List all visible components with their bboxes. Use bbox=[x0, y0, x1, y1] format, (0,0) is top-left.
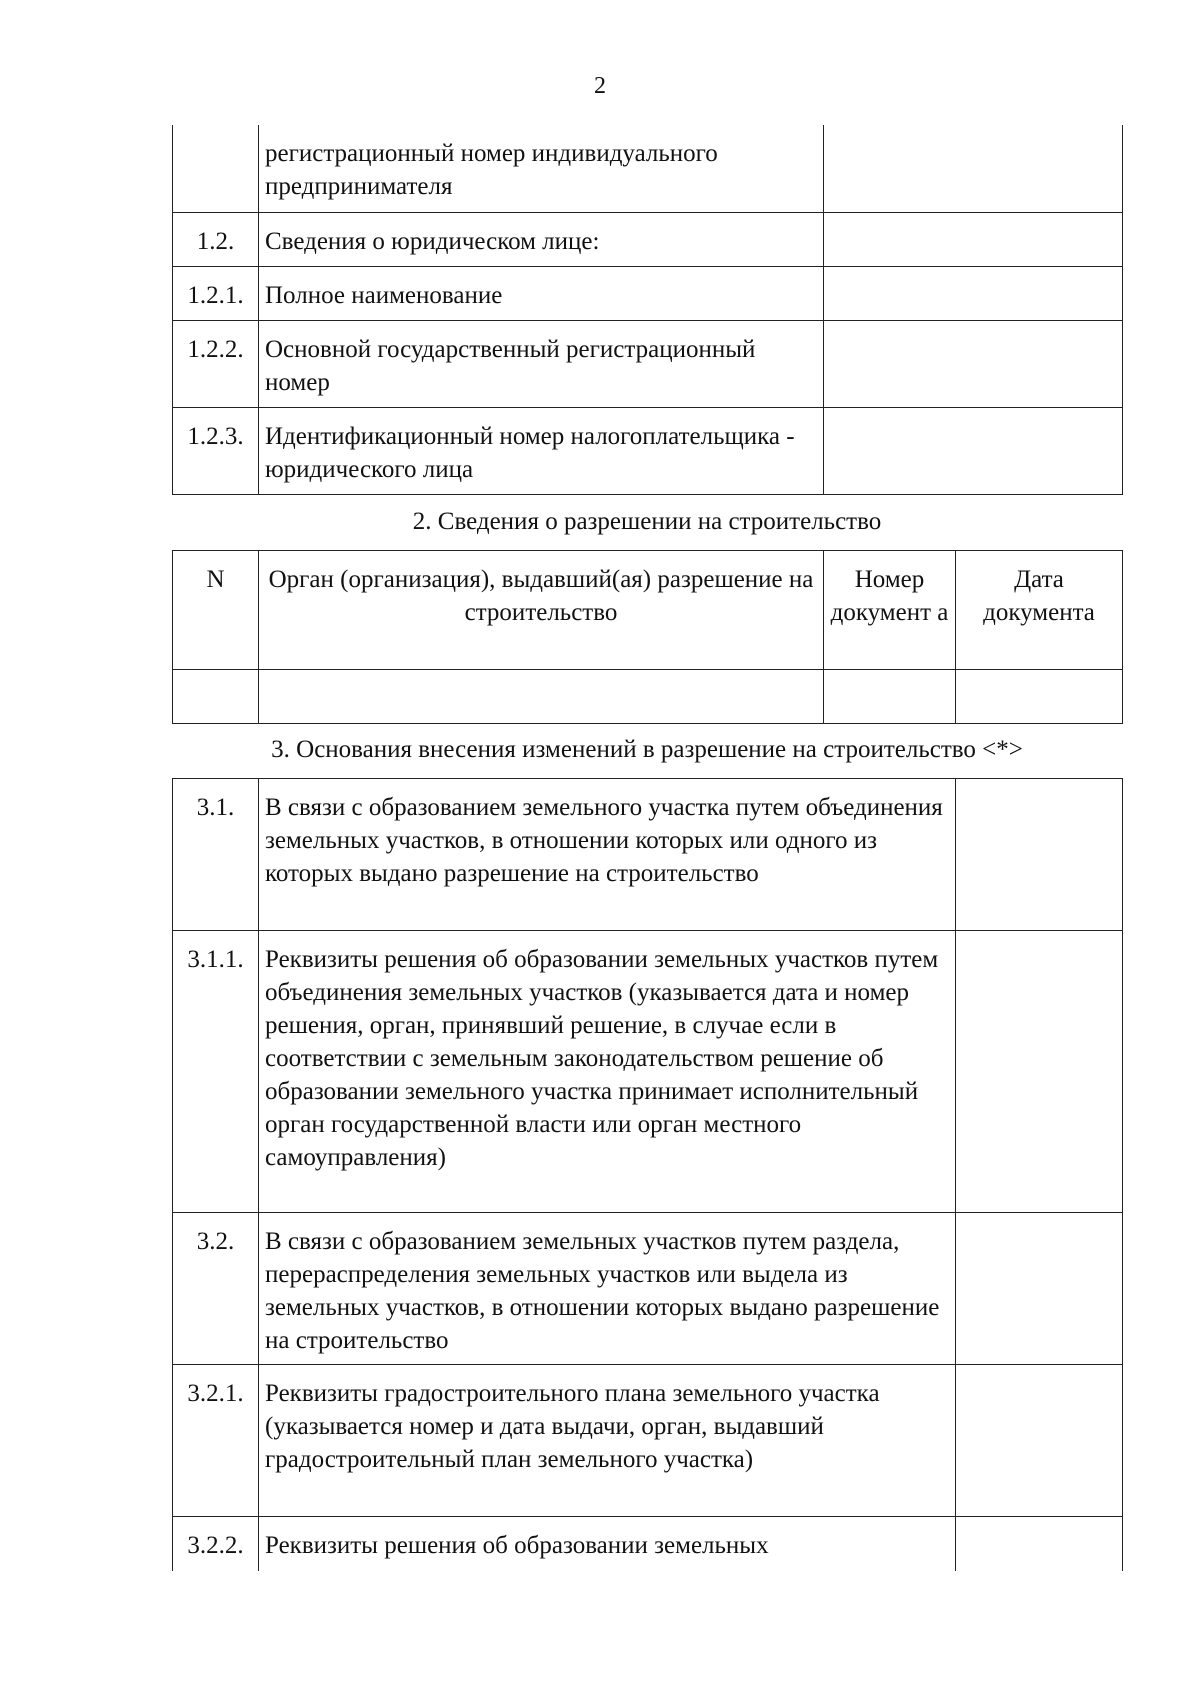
row-value-cell[interactable] bbox=[956, 931, 1123, 1213]
header-doc-number: Номер документ а bbox=[824, 551, 956, 670]
cell-organ[interactable] bbox=[259, 670, 824, 724]
row-text-cell: Полное наименование bbox=[259, 266, 824, 320]
cell-doc-date[interactable] bbox=[956, 670, 1123, 724]
row-number-cell: 3.2.1. bbox=[173, 1365, 259, 1517]
applicant-info-table bbox=[172, 125, 1123, 495]
row-number-cell: 1.2.3. bbox=[173, 407, 259, 494]
section-3-title: 3. Основания внесения изменений в разрешение на строительство <*> bbox=[271, 736, 1023, 763]
permit-info-table bbox=[172, 550, 1123, 724]
table-row bbox=[173, 931, 1123, 1213]
row-value-cell[interactable] bbox=[824, 320, 1123, 407]
row-value-cell[interactable] bbox=[956, 1213, 1123, 1365]
cell-doc-number[interactable] bbox=[824, 670, 956, 724]
row-text-cell: Реквизиты градостроительного плана земельного участка (указывается номер и дата выдачи, орган, выдавший градостроительный план земельного участка) bbox=[259, 1365, 956, 1517]
table-row bbox=[173, 1213, 1123, 1365]
table-row bbox=[173, 779, 1123, 931]
header-organ: Орган (организация), выдавший(ая) разрешение на строительство bbox=[259, 551, 824, 670]
row-value-cell[interactable] bbox=[824, 125, 1123, 212]
table-row bbox=[173, 1365, 1123, 1517]
row-text-cell: Сведения о юридическом лице: bbox=[259, 212, 824, 266]
row-value-cell[interactable] bbox=[824, 266, 1123, 320]
row-text-cell: В связи с образованием земельного участка путем объединения земельных участков, в отношении которых или одного из которых выдано разрешение на строительство bbox=[259, 779, 956, 931]
row-value-cell[interactable] bbox=[824, 407, 1123, 494]
row-text-cell: регистрационный номер индивидуального предпринимателя bbox=[259, 125, 824, 212]
table-row bbox=[173, 125, 1123, 212]
row-value-cell[interactable] bbox=[956, 1365, 1123, 1517]
row-text-cell: В связи с образованием земельных участков путем раздела, перераспределения земельных участков или выдела из земельных участков, в отношении которых выдано разрешение на строительство bbox=[259, 1213, 956, 1365]
row-value-cell[interactable] bbox=[956, 779, 1123, 931]
row-text-cell: Реквизиты решения об образовании земельных bbox=[259, 1517, 956, 1571]
table-row bbox=[173, 407, 1123, 494]
table-row bbox=[173, 320, 1123, 407]
row-number-cell: 1.2.1. bbox=[173, 266, 259, 320]
section-2-title: 2. Сведения о разрешении на строительство bbox=[412, 508, 882, 535]
page-number: 2 bbox=[594, 73, 606, 99]
row-value-cell[interactable] bbox=[824, 212, 1123, 266]
row-number-cell: 3.2. bbox=[173, 1213, 259, 1365]
table-row bbox=[173, 1517, 1123, 1571]
row-number-cell: 3.1.1. bbox=[173, 931, 259, 1213]
row-number-cell: 1.2.2. bbox=[173, 320, 259, 407]
table-header-row bbox=[173, 551, 1123, 670]
change-grounds-table bbox=[172, 778, 1123, 1571]
row-value-cell[interactable] bbox=[956, 1517, 1123, 1571]
table-row bbox=[173, 670, 1123, 724]
table-row bbox=[173, 266, 1123, 320]
table-row bbox=[173, 212, 1123, 266]
header-doc-date: Дата документа bbox=[956, 551, 1123, 670]
row-number-cell: 3.1. bbox=[173, 779, 259, 931]
row-number-cell: 1.2. bbox=[173, 212, 259, 266]
row-text-cell: Основной государственный регистрационный номер bbox=[259, 320, 824, 407]
cell-num[interactable] bbox=[173, 670, 259, 724]
row-number-cell bbox=[173, 125, 259, 212]
row-text-cell: Идентификационный номер налогоплательщика - юридического лица bbox=[259, 407, 824, 494]
header-num: N bbox=[173, 551, 259, 670]
row-number-cell: 3.2.2. bbox=[173, 1517, 259, 1571]
row-text-cell: Реквизиты решения об образовании земельных участков путем объединения земельных участков (указывается дата и номер решения, орган, принявший решение, в случае если в соответствии с земельным законодательством решение об образовании земельного участка принимает исполнительный орган государственной власти или орган местного самоуправления) bbox=[259, 931, 956, 1213]
